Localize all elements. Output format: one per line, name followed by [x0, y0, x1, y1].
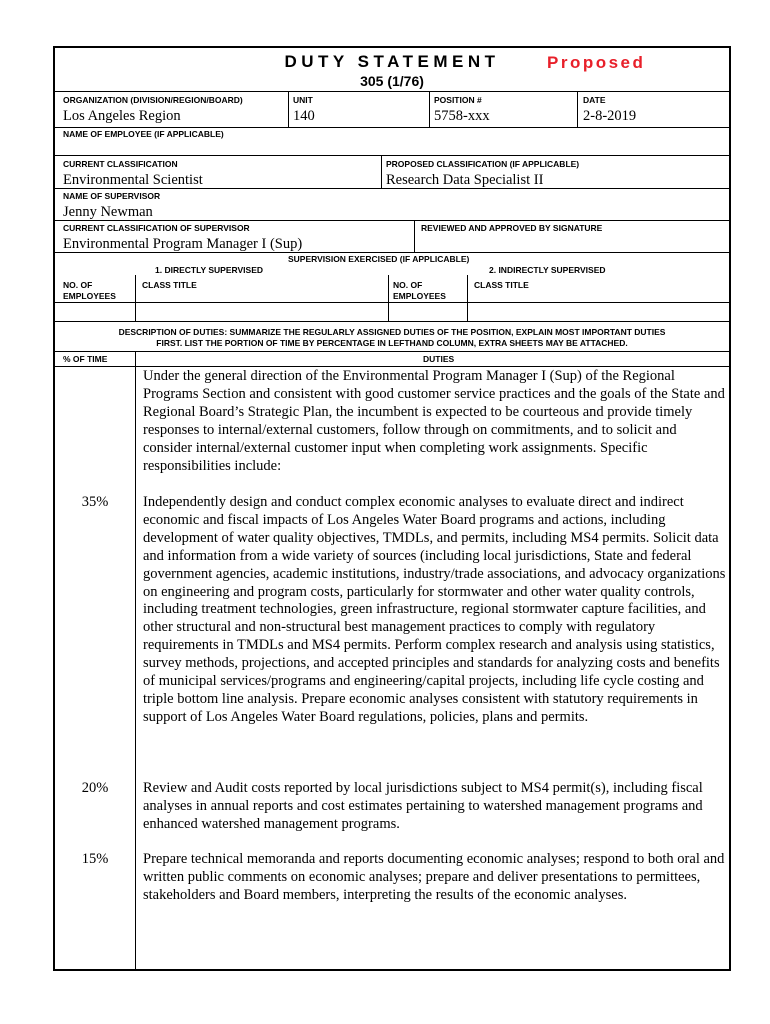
duty-percent: 20% [81, 780, 109, 796]
current-classification-value: Environmental Scientist [63, 172, 203, 188]
directly-supervised-label: 1. DIRECTLY SUPERVISED [155, 265, 264, 275]
supervisor-label: NAME OF SUPERVISOR [63, 191, 161, 201]
duty-percent: 35% [81, 494, 109, 510]
unit-value: 140 [293, 108, 315, 124]
indirect-no-of-label: NO. OF [393, 280, 423, 290]
organization-value: Los Angeles Region [63, 108, 181, 124]
description-instructions-line2: FIRST. LIST THE PORTION OF TIME BY PERCENTAGE IN LEFTHAND COLUMN, EXTRA SHEETS MAY BE ATTACHED. [156, 338, 628, 348]
duties-header: DUTIES [423, 354, 455, 364]
duty-percent: 15% [81, 851, 109, 867]
percent-of-time-header: % OF TIME [63, 354, 108, 364]
supervisor-classification-label: CURRENT CLASSIFICATION OF SUPERVISOR [63, 223, 250, 233]
supervision-heading: SUPERVISION EXERCISED (IF APPLICABLE) [288, 254, 470, 264]
indirect-class-title-label: CLASS TITLE [474, 280, 529, 290]
duty-statement-form [53, 46, 731, 971]
proposed-stamp: Proposed [547, 53, 646, 72]
unit-label: UNIT [293, 95, 313, 105]
indirectly-supervised-label: 2. INDIRECTLY SUPERVISED [489, 265, 606, 275]
proposed-classification-value: Research Data Specialist II [386, 172, 544, 188]
form-number: 305 (1/76) [360, 73, 424, 89]
current-classification-label: CURRENT CLASSIFICATION [63, 159, 178, 169]
duty-text: Prepare technical memoranda and reports documenting economic analyses; respond to both oral and written public comments on economic analyses; prepare and deliver presentations to permittees, stakeholders and Board members, interpreting the results of the economic analyses. [143, 851, 725, 903]
employee-label: NAME OF EMPLOYEE (IF APPLICABLE) [63, 129, 224, 139]
indirect-employees-label: EMPLOYEES [393, 291, 446, 301]
supervisor-classification-value: Environmental Program Manager I (Sup) [63, 236, 303, 252]
organization-label: ORGANIZATION (DIVISION/REGION/BOARD) [63, 95, 243, 105]
duty-text: Review and Audit costs reported by local jurisdictions subject to MS4 permit(s), including fiscal analyses in annual reports and cost estimates pertaining to watershed management programs and enhanced watershed management programs. [143, 780, 703, 832]
position-value: 5758-xxx [434, 108, 490, 124]
date-value: 2-8-2019 [583, 108, 637, 124]
direct-employees-label: EMPLOYEES [63, 291, 116, 301]
direct-no-of-label: NO. OF [63, 280, 93, 290]
direct-class-title-label: CLASS TITLE [142, 280, 197, 290]
form-title: DUTY STATEMENT [284, 52, 500, 71]
supervisor-value: Jenny Newman [63, 204, 153, 220]
date-label: DATE [583, 95, 606, 105]
position-label: POSITION # [434, 95, 482, 105]
duty-text: Independently design and conduct complex economic analyses to evaluate direct and indirect economic and fiscal impacts of Los Angeles Water Board programs and actions, including development of water quality objectives, TMDLs, and permits, including MS4 permits. Solicit data and information from a wide variety of sources (including local jurisdictions, State and federal government agencies, academic institutions, industry/trade associations, and advocacy organizations on engineering and program costs, particularly for stormwater and other water quality controls, including treatment technologies, green infrastructure, regional stormwater capture facilities, and other structural and non-structural best management practices to comply with regulatory requirements in TMDLs and MS4 permits. Perform complex research and analysis using statistics, survey methods, projections, and accepted principles and standards for analyzing costs and benefits of municipal services/programs and engineering/capital projects, including life cycle costing and triple bottom line analysis. Prepare economic analyses consistent with statutory requirements in support of Los Angeles Water Board regulations, policies, plans and permits. [143, 494, 726, 725]
duties-intro: Under the general direction of the Environmental Program Manager I (Sup) of the Regional Programs Section and consistent with good customer service practices and the goals of the State and Regional Board’s Strategic Plan, the incumbent is expected to be courteous and provide timely responses to internal/external customers, follow through on commitments, and to solicit and consider internal/external customer input when completing work assignments. Specific responsibilities include: [143, 368, 725, 474]
proposed-classification-label: PROPOSED CLASSIFICATION (IF APPLICABLE) [386, 159, 580, 169]
description-instructions-line1: DESCRIPTION OF DUTIES: SUMMARIZE THE REGULARLY ASSIGNED DUTIES OF THE POSITION, EXPLAIN MOST IMPORTANT DUTIES [118, 327, 666, 337]
reviewed-approved-label: REVIEWED AND APPROVED BY SIGNATURE [421, 223, 603, 233]
